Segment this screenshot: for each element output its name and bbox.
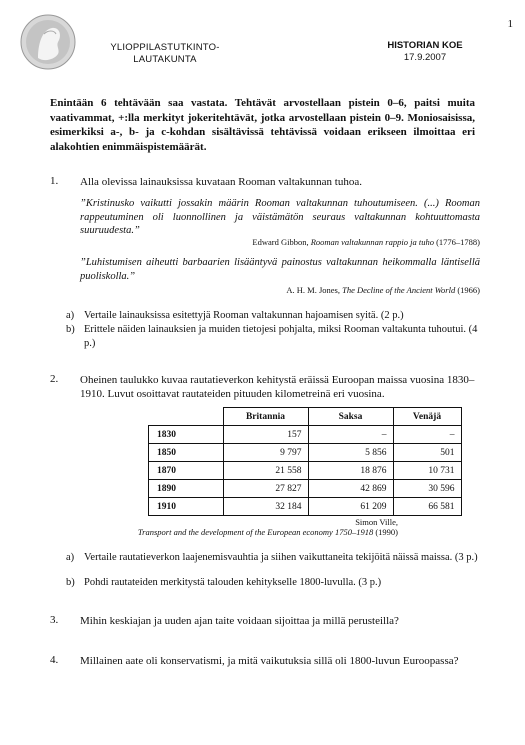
- q2-a-text: Vertaile rautatieverkon laajenemisvauhtia ja siihen vaikuttaneita tekijöitä näissä maissa. (3 p.): [84, 552, 478, 563]
- q4-number: 4.: [50, 654, 59, 666]
- q1-source-jones: [80, 285, 480, 295]
- exam-title: HISTORIAN KOE: [387, 40, 463, 51]
- cell-britannia: 32 184: [223, 498, 308, 516]
- cell-venaja: –: [393, 426, 461, 444]
- q2-source-work: Transport and the development of the European economy 1750–1918: [137, 527, 374, 537]
- q2-source: [80, 517, 398, 537]
- q2-a-label: a): [66, 552, 75, 563]
- q1-quote-gibbon: ”Kristinusko vaikutti jossakin määrin Rooman valtakunnan tuhoutumiseen. (...) Rooman rappeutuminen oli luonnollinen ja väistämätön seuraus valtakunnan kohtuuttomasta suuruudesta.”: [80, 198, 480, 236]
- cell-venaja: 30 596: [393, 480, 461, 498]
- q3-text: Mihin keskiajan ja uuden ajan taite voidaan sijoittaa ja millä perusteilla?: [80, 615, 399, 627]
- cell-britannia: 21 558: [223, 462, 308, 480]
- cell-venaja: 10 731: [393, 462, 461, 480]
- table-row: [149, 426, 462, 444]
- table-row: [149, 480, 462, 498]
- q2-b-text: Pohdi rautateiden merkitystä talouden kehitykselle 1800-luvulla. (3 p.): [84, 577, 382, 588]
- cell-saksa: 42 869: [308, 480, 393, 498]
- q1-b-text: Erittele näiden lainauksien ja muiden tietojesi pohjalta, miksi Rooman valtakunta tuhoutui. (4 p.): [84, 324, 478, 349]
- q1-quote-jones: ”Luhistumisen aiheutti barbaarien lisääntyvä painostus valtakunnan heikommalla läntisellä puoliskolla.”: [80, 257, 480, 282]
- q1-a-text: Vertaile lainauksissa esitettyjä Rooman valtakunnan hajoamisen syitä. (2 p.): [84, 310, 404, 321]
- instructions: Enintään 6 tehtävään saa vastata. Tehtävät arvostellaan pistein 0–6, paitsi muita vaativammat, +:lla merkityt jokeritehtävät, jotka arvostellaan pistein 0–9. Moniosaisissa, esimerkiksi a-, b- ja c-kohdan sisältävissä tehtävissä voidaan erikseen ilmoittaa eri alakohtien enimmäispistemäärät.: [50, 97, 475, 153]
- q1-source-gibbon: [80, 237, 480, 247]
- table-corner: [149, 408, 224, 426]
- table-header-row: [149, 408, 462, 426]
- q1-source-jones-work: The Decline of the Ancient World: [342, 285, 456, 295]
- header-britannia: Britannia: [223, 408, 308, 426]
- header-saksa: Saksa: [308, 408, 393, 426]
- board-seal-logo: [20, 14, 76, 70]
- q1-text: Alla olevissa lainauksissa kuvataan Rooman valtakunnan tuhoa.: [80, 176, 362, 188]
- row-year: 1850: [149, 444, 224, 462]
- table-row: [149, 498, 462, 516]
- cell-saksa: 61 209: [308, 498, 393, 516]
- cell-venaja: 66 581: [393, 498, 461, 516]
- q1-source-jones-years: (1966): [455, 285, 480, 295]
- cell-britannia: 9 797: [223, 444, 308, 462]
- q4-text: Millainen aate oli konservatismi, ja mitä vaikutuksia sillä oli 1800-luvun Euroopassa?: [80, 655, 459, 667]
- row-year: 1830: [149, 426, 224, 444]
- exam-header: [380, 40, 470, 64]
- q1-number: 1.: [50, 175, 59, 187]
- q2-source-years: (1990): [373, 527, 398, 537]
- cell-britannia: 157: [223, 426, 308, 444]
- q1-source-jones-author: A. H. M. Jones,: [286, 285, 343, 295]
- cell-saksa: 5 856: [308, 444, 393, 462]
- cell-saksa: –: [308, 426, 393, 444]
- railway-table: [148, 407, 462, 516]
- q1-a-label: a): [66, 310, 75, 321]
- cell-venaja: 501: [393, 444, 461, 462]
- q2-text: Oheinen taulukko kuvaa rautatieverkon kehitystä eräissä Euroopan maissa vuosina 1830–1910. Luvut osoittavat rautateiden pituuden kilometreinä eri vuosina.: [80, 374, 475, 400]
- row-year: 1910: [149, 498, 224, 516]
- q1-source-gibbon-author: Edward Gibbon,: [252, 237, 311, 247]
- q1-source-gibbon-years: (1776–1788): [433, 237, 480, 247]
- row-year: 1890: [149, 480, 224, 498]
- q2-source-author: Simon Ville,: [355, 517, 398, 527]
- q1-b-label: b): [66, 324, 75, 335]
- q2-b-label: b): [66, 577, 75, 588]
- cell-britannia: 27 827: [223, 480, 308, 498]
- row-year: 1870: [149, 462, 224, 480]
- exam-date: 17.9.2007: [403, 52, 447, 63]
- table-row: [149, 444, 462, 462]
- railway-table-wrap: [148, 407, 462, 516]
- cell-saksa: 18 876: [308, 462, 393, 480]
- header-venaja: Venäjä: [393, 408, 461, 426]
- table-row: [149, 462, 462, 480]
- q3-number: 3.: [50, 614, 59, 626]
- institution-name: YLIOPPILASTUTKINTO- LAUTAKUNTA: [110, 42, 220, 65]
- page-number: 1: [507, 18, 513, 30]
- q2-number: 2.: [50, 373, 59, 385]
- q1-source-gibbon-work: Rooman valtakunnan rappio ja tuho: [310, 237, 434, 247]
